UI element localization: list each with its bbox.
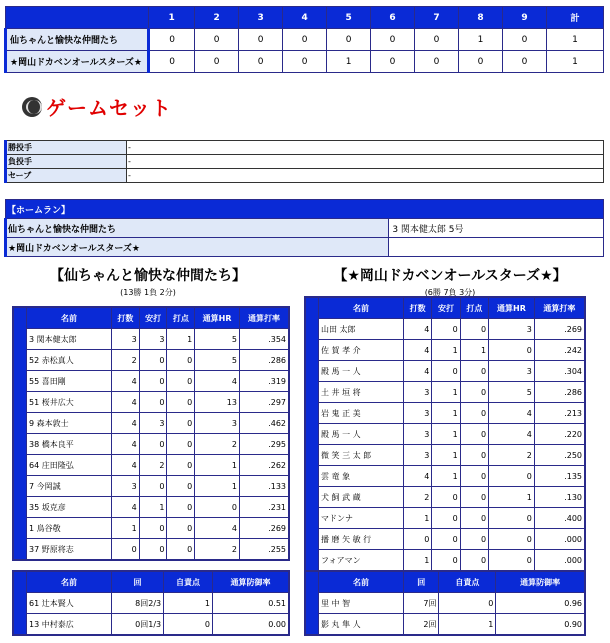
stat-cell: 0	[139, 392, 167, 413]
pitcher-result-value: -	[127, 169, 604, 183]
stat-cell: 0	[460, 445, 488, 466]
stat-cell: 7回	[404, 593, 439, 614]
pitcher-result-label: 負投手	[6, 155, 127, 169]
player-name: 9 森本敦士	[27, 413, 112, 434]
stat-cell: 2	[195, 434, 240, 455]
pitcher-row	[305, 593, 585, 614]
stat-cell: 0	[164, 614, 213, 636]
stat-cell: 5	[195, 329, 240, 350]
batter-row	[13, 371, 289, 392]
inning-score: 0	[239, 51, 283, 73]
stat-cell: 0	[489, 550, 535, 572]
stat-cell: 0	[460, 319, 488, 340]
stat-cell: 0	[439, 593, 496, 614]
stat-cell: 1	[167, 329, 195, 350]
right-bat-header: 通算HR	[489, 297, 535, 319]
stat-cell: 3	[404, 382, 432, 403]
stat-cell: 3	[404, 424, 432, 445]
player-name: 土 井 垣 将	[319, 382, 404, 403]
player-name: 犬 飼 武 蔵	[319, 487, 404, 508]
stat-cell: .000	[534, 529, 585, 550]
batter-row	[305, 403, 585, 424]
batter-row	[305, 319, 585, 340]
stat-cell: 1	[432, 403, 460, 424]
stat-cell: 3	[489, 361, 535, 382]
batter-row	[305, 445, 585, 466]
player-name: フォアマン	[319, 550, 404, 572]
inning-score: 0	[283, 29, 327, 51]
stat-cell: 2	[139, 455, 167, 476]
stat-cell: 0.51	[212, 593, 289, 614]
inning-header: 6	[371, 7, 415, 29]
player-name: 64 庄田隆弘	[27, 455, 112, 476]
homerun-team: ★岡山ドカベンオールスターズ★	[6, 238, 389, 257]
inning-score: 1	[327, 51, 371, 73]
stat-cell: 0	[167, 413, 195, 434]
inning-header: 1	[149, 7, 195, 29]
left-bat-header: 通算HR	[195, 307, 240, 329]
stat-cell: 2回	[404, 614, 439, 636]
pitcher-result-row	[6, 169, 604, 183]
stat-cell: 1	[432, 424, 460, 445]
player-name: 37 野原将志	[27, 539, 112, 561]
stat-cell: 0	[139, 476, 167, 497]
player-name: 38 橋本良平	[27, 434, 112, 455]
stat-cell: .220	[534, 424, 585, 445]
stat-cell: 0	[460, 361, 488, 382]
stat-cell: 0	[139, 539, 167, 561]
inning-header: 4	[283, 7, 327, 29]
inning-score: 0	[415, 29, 459, 51]
stat-cell: 3	[112, 329, 140, 350]
stat-cell: 0	[139, 371, 167, 392]
stat-cell: 4	[112, 371, 140, 392]
stat-cell: 0	[404, 529, 432, 550]
inning-score: 0	[149, 29, 195, 51]
player-name: 影 丸 隼 人	[319, 614, 404, 636]
inning-score: 0	[415, 51, 459, 73]
batter-row	[13, 434, 289, 455]
right-bat-header: 打点	[460, 297, 488, 319]
batter-row	[305, 466, 585, 487]
player-name: 岩 鬼 正 美	[319, 403, 404, 424]
pitcher-result-row	[6, 155, 604, 169]
scoreboard	[4, 6, 604, 73]
stat-cell: 8回2/3	[112, 593, 164, 614]
batter-row	[13, 518, 289, 539]
inning-header: 計	[546, 7, 603, 29]
left-pit-header: 名前	[27, 571, 112, 593]
stat-cell: 0	[432, 319, 460, 340]
right-pit-header: 回	[404, 571, 439, 593]
stat-cell: .269	[239, 518, 289, 539]
stat-cell: 0	[139, 518, 167, 539]
stat-cell: 0	[139, 434, 167, 455]
homerun-list	[389, 238, 604, 257]
player-name: 微 笑 三 太 郎	[319, 445, 404, 466]
left-pit-side-bar	[13, 571, 27, 635]
left-pit-header-row	[13, 571, 289, 593]
stat-cell: .130	[534, 487, 585, 508]
stat-cell: 1	[439, 614, 496, 636]
batter-row	[305, 508, 585, 529]
pitcher-row	[305, 614, 585, 636]
inning-score: 1	[459, 29, 503, 51]
left-bat-header: 打点	[167, 307, 195, 329]
inning-score: 0	[149, 51, 195, 73]
inning-header: 5	[327, 7, 371, 29]
pitcher-row	[13, 593, 289, 614]
left-pit-header: 通算防御率	[212, 571, 289, 593]
batter-row	[305, 340, 585, 361]
stat-cell: .133	[239, 476, 289, 497]
stat-cell: 0	[167, 497, 195, 518]
inning-score: 0	[327, 29, 371, 51]
stat-cell: .304	[534, 361, 585, 382]
right-pit-header: 通算防御率	[496, 571, 585, 593]
stat-cell: 5	[489, 382, 535, 403]
right-bat-header: 名前	[319, 297, 404, 319]
stat-cell: 0	[167, 476, 195, 497]
player-name: 52 赤松真人	[27, 350, 112, 371]
player-name: 55 喜田剛	[27, 371, 112, 392]
player-name: 殿 馬 一 人	[319, 361, 404, 382]
batter-row	[305, 487, 585, 508]
right-bat-header: 通算打率	[534, 297, 585, 319]
player-name: 殿 馬 一 人	[319, 424, 404, 445]
player-name: 佐 賀 孝 介	[319, 340, 404, 361]
stat-cell: 1	[164, 593, 213, 614]
stat-cell: .255	[239, 539, 289, 561]
stat-cell: 1	[195, 476, 240, 497]
stat-cell: .242	[534, 340, 585, 361]
stat-cell: 0	[112, 539, 140, 561]
batter-row	[13, 350, 289, 371]
left-pit-header: 回	[112, 571, 164, 593]
stat-cell: 4	[112, 413, 140, 434]
stat-cell: .000	[534, 550, 585, 572]
stat-cell: .297	[239, 392, 289, 413]
stat-cell: 4	[404, 466, 432, 487]
player-name: 播 磨 矢 敏 行	[319, 529, 404, 550]
batter-row	[13, 413, 289, 434]
stat-cell: 4	[112, 434, 140, 455]
stat-cell: 0	[460, 403, 488, 424]
stat-cell: 0	[432, 487, 460, 508]
stat-cell: 0	[167, 455, 195, 476]
pitcher-result-row	[6, 141, 604, 155]
stat-cell: 0	[139, 350, 167, 371]
stat-cell: 13	[195, 392, 240, 413]
pitcher-results	[4, 140, 604, 183]
stat-cell: 0	[432, 361, 460, 382]
inning-header: 8	[459, 7, 503, 29]
stat-cell: 1	[489, 487, 535, 508]
stat-cell: 0	[489, 340, 535, 361]
batter-row	[13, 392, 289, 413]
stat-cell: .262	[239, 455, 289, 476]
stat-cell: 0.96	[496, 593, 585, 614]
right-batting-table	[304, 296, 586, 572]
stat-cell: 2	[112, 350, 140, 371]
right-bat-side-bar	[305, 297, 319, 571]
stat-cell: 1	[432, 340, 460, 361]
gameset-banner	[22, 92, 172, 121]
right-pit-header-row	[305, 571, 585, 593]
scoreboard-corner	[6, 7, 149, 29]
gameset-text: ゲームセット	[46, 96, 172, 120]
stat-cell: 0	[460, 382, 488, 403]
homerun-table	[4, 199, 604, 257]
stat-cell: 1	[432, 382, 460, 403]
stat-cell: 4	[112, 455, 140, 476]
batter-row	[13, 476, 289, 497]
stat-cell: .462	[239, 413, 289, 434]
team-name: ★岡山ドカベンオールスターズ★	[6, 51, 149, 73]
left-pit-header: 自責点	[164, 571, 213, 593]
inning-score: 0	[459, 51, 503, 73]
stat-cell: 1	[404, 508, 432, 529]
stat-cell: 5	[195, 350, 240, 371]
player-name: 61 辻本賢人	[27, 593, 112, 614]
left-team-title: 【仙ちゃんと愉快な仲間たち】	[50, 268, 246, 284]
stat-cell: .400	[534, 508, 585, 529]
stat-cell: 4	[489, 403, 535, 424]
left-bat-header: 通算打率	[239, 307, 289, 329]
stat-cell: 4	[489, 424, 535, 445]
stat-cell: 0	[460, 466, 488, 487]
stat-cell: 0	[460, 529, 488, 550]
inning-score: 1	[546, 29, 603, 51]
right-pit-header: 自責点	[439, 571, 496, 593]
stat-cell: 0.00	[212, 614, 289, 636]
stat-cell: 3	[195, 413, 240, 434]
player-name: 3 関本健太郎	[27, 329, 112, 350]
stat-cell: 2	[404, 487, 432, 508]
right-bat-header-row	[305, 297, 585, 319]
stat-cell: 0	[167, 434, 195, 455]
stat-cell: 0	[489, 466, 535, 487]
stat-cell: 0	[460, 424, 488, 445]
stat-cell: 1	[404, 550, 432, 572]
baseball-icon	[22, 97, 42, 117]
stat-cell: 4	[404, 319, 432, 340]
stat-cell: 1	[432, 466, 460, 487]
batter-row	[305, 361, 585, 382]
pitcher-result-label: 勝投手	[6, 141, 127, 155]
stat-cell: 3	[112, 476, 140, 497]
right-pit-header: 名前	[319, 571, 404, 593]
batter-row	[13, 455, 289, 476]
inning-score: 0	[195, 29, 239, 51]
player-name: 13 中村泰広	[27, 614, 112, 636]
scoreboard-team-row	[6, 51, 604, 73]
team-name: 仙ちゃんと愉快な仲間たち	[6, 29, 149, 51]
stat-cell: 0	[167, 371, 195, 392]
pitcher-result-value: -	[127, 141, 604, 155]
stat-cell: 3	[404, 403, 432, 424]
stat-cell: 0	[432, 550, 460, 572]
pitcher-row	[13, 614, 289, 636]
inning-score: 0	[195, 51, 239, 73]
player-name: 35 坂克彦	[27, 497, 112, 518]
inning-header: 3	[239, 7, 283, 29]
homerun-team: 仙ちゃんと愉快な仲間たち	[6, 219, 389, 238]
stat-cell: 4	[112, 497, 140, 518]
inning-score: 0	[371, 29, 415, 51]
stat-cell: 1	[139, 497, 167, 518]
right-bat-header: 安打	[432, 297, 460, 319]
stat-cell: 0	[489, 508, 535, 529]
stat-cell: 0	[489, 529, 535, 550]
left-pitching-table	[12, 570, 290, 636]
stat-cell: 4	[195, 518, 240, 539]
homerun-list: 3 関本健太郎 5号	[389, 219, 604, 238]
scoreboard-header-row	[6, 7, 604, 29]
stat-cell: .213	[534, 403, 585, 424]
stat-cell: .319	[239, 371, 289, 392]
stat-cell: 1	[432, 445, 460, 466]
right-pitching-table	[304, 570, 586, 636]
stat-cell: 0	[460, 487, 488, 508]
right-bat-header: 打数	[404, 297, 432, 319]
inning-score: 1	[546, 51, 603, 73]
inning-score: 0	[502, 29, 546, 51]
player-name: 里 中 智	[319, 593, 404, 614]
stat-cell: 4	[404, 361, 432, 382]
stat-cell: 4	[404, 340, 432, 361]
right-pit-side-bar	[305, 571, 319, 635]
stat-cell: 0.90	[496, 614, 585, 636]
stat-cell: 0	[167, 392, 195, 413]
batter-row	[13, 497, 289, 518]
inning-score: 0	[371, 51, 415, 73]
left-batting-table	[12, 306, 290, 561]
player-name: マドンナ	[319, 508, 404, 529]
homerun-header: 【ホームラン】	[6, 200, 604, 219]
batter-row	[305, 424, 585, 445]
stat-cell: 4	[195, 371, 240, 392]
inning-score: 0	[502, 51, 546, 73]
stat-cell: 4	[112, 392, 140, 413]
left-bat-side-bar	[13, 307, 27, 560]
pitcher-result-value: -	[127, 155, 604, 169]
stat-cell: .286	[239, 350, 289, 371]
stat-cell: 1	[460, 340, 488, 361]
left-bat-header: 打数	[112, 307, 140, 329]
stat-cell: .269	[534, 319, 585, 340]
stat-cell: 3	[489, 319, 535, 340]
stat-cell: .295	[239, 434, 289, 455]
scoreboard-team-row	[6, 29, 604, 51]
stat-cell: 0	[460, 550, 488, 572]
stat-cell: 0	[195, 497, 240, 518]
inning-score: 0	[283, 51, 327, 73]
stat-cell: 3	[404, 445, 432, 466]
stat-cell: 0回1/3	[112, 614, 164, 636]
stat-cell: 0	[432, 529, 460, 550]
player-name: 51 桜井広大	[27, 392, 112, 413]
left-team-record: (13勝 1負 2分)	[120, 288, 176, 297]
stat-cell: .286	[534, 382, 585, 403]
player-name: 山田 太郎	[319, 319, 404, 340]
right-team-record: (6勝 7負 3分)	[424, 288, 476, 297]
player-name: 7 今岡誠	[27, 476, 112, 497]
stat-cell: 0	[432, 508, 460, 529]
inning-header: 9	[502, 7, 546, 29]
player-name: 雲 竜 象	[319, 466, 404, 487]
stat-cell: 0	[167, 518, 195, 539]
stat-cell: 0	[167, 350, 195, 371]
stat-cell: .231	[239, 497, 289, 518]
stat-cell: .354	[239, 329, 289, 350]
batter-row	[305, 382, 585, 403]
batter-row	[13, 329, 289, 350]
inning-score: 0	[239, 29, 283, 51]
left-bat-header: 名前	[27, 307, 112, 329]
stat-cell: 1	[112, 518, 140, 539]
stat-cell: 2	[489, 445, 535, 466]
stat-cell: 0	[167, 539, 195, 561]
stat-cell: 3	[139, 329, 167, 350]
batter-row	[305, 529, 585, 550]
pitcher-result-label: セーブ	[6, 169, 127, 183]
stat-cell: .135	[534, 466, 585, 487]
inning-header: 7	[415, 7, 459, 29]
stat-cell: 2	[195, 539, 240, 561]
stat-cell: .250	[534, 445, 585, 466]
inning-header: 2	[195, 7, 239, 29]
player-name: 1 鳥谷敬	[27, 518, 112, 539]
batter-row	[13, 539, 289, 561]
right-team-title: 【★岡山ドカベンオールスターズ★】	[333, 268, 567, 284]
left-bat-header-row	[13, 307, 289, 329]
left-bat-header: 安打	[139, 307, 167, 329]
stat-cell: 0	[460, 508, 488, 529]
batter-row	[305, 550, 585, 572]
stat-cell: 1	[195, 455, 240, 476]
stat-cell: 3	[139, 413, 167, 434]
